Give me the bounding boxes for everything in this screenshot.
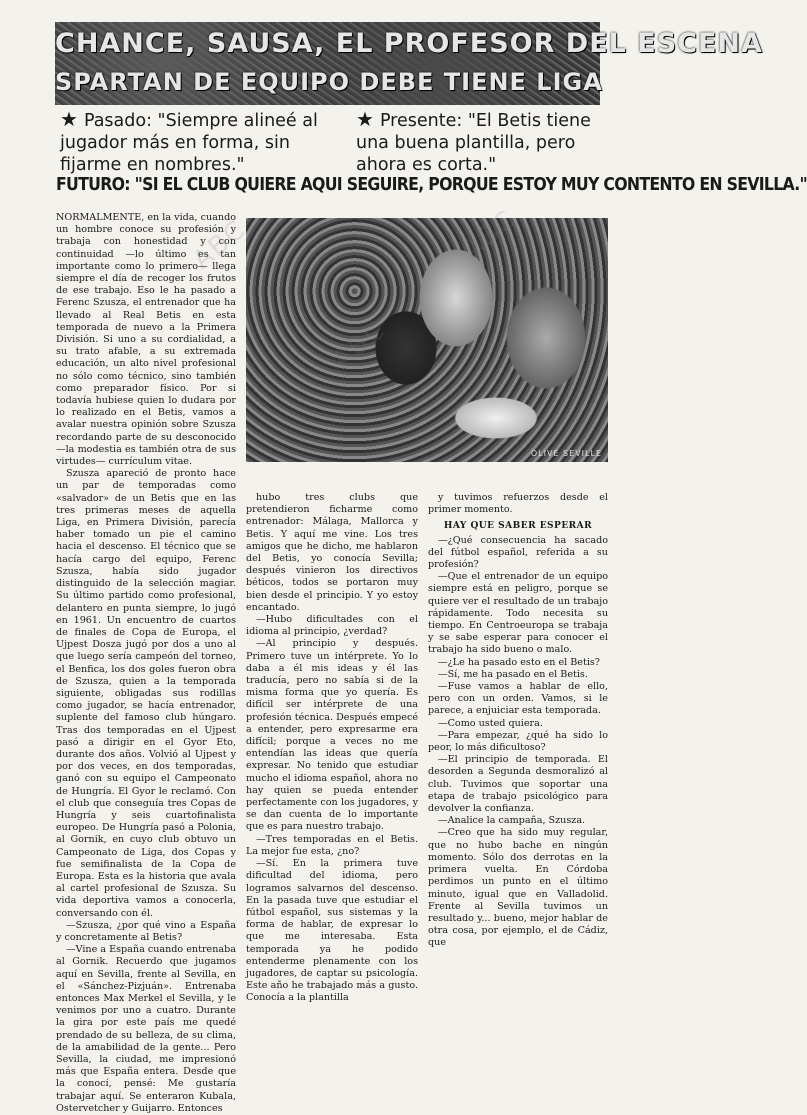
subhead-past [60,108,340,176]
subhead-present-text: Presente: "El Betis tiene una buena plantilla, pero ahora es corta." [356,111,591,175]
article-column-1 [56,212,236,1114]
paragraph: —Como usted quiera. [438,717,543,729]
section-heading: HAY QUE SABER ESPERAR [443,521,593,532]
photo-caption: OLIVE SEVILLE [530,449,602,458]
paragraph: —Analice la campaña, Szusza. [438,815,586,827]
paragraph: NORMALMENTE, en la vida, cuando un hombre conoce su profesión y trabaja con honestidad y con continuidad —lo último es tan importante como lo primero— llega siempre el día de recoger los frutos de ese trabajo. Eso le ha pasado a Ferenc Szusza, el entrenador que ha llevado al Real Betis en esta temporada de nuevo a la Primera División. Si uno a su cordialidad, a su trato afable, a su extremada educación, un alto nivel profesional no sólo como técnico, sino también como preparador físico. Por si todavía hubiese quien lo dudara por lo realizado en el Betis, vamos a avalar nuestra opinión sobre Szusza recordando parte de su desconocido —la modestia es también otra de sus virtudes— currículum vitae. [56,212,236,468]
paragraph: —Que el entrenador de un equipo siempre está en peligro, porque se quiere ver el resultado de un trabajo rápidamente. Todo necesita su tiempo. En Centroeuropa se trabaja y se sabe esperar para conocer el trabajo ha sido bueno o malo. [428,571,608,656]
paragraph: Szusza apareció de pronto hace un par de temporadas como «salvador» de un Betis que en las tres primeras meses de aquella Liga, en Primera División, parecía haber tomado un pie el camino hacia el descenso. El técnico que se hacía cargo del equipo, Ferenc Szusza, había sido jugador distinguido de la selección magiar. Su último partido como profesional, delantero en punta siempre, lo jugó en 1961. Un encuentro de cuartos de finales de Copa de Europa, el Ujpest Dosza jugó por dos a uno al que luego sería campeón del torneo, el Benfica, los dos goles fueron obra de Szusza, quien a la temporada siguiente, obligadas sus rodillas como jugador, se hacía entrenador, suplente del famoso club húngaro. Tras dos temporadas en el Ujpest pasó a dirigir en el Gyor Eto, durante dos años. Volvió al Ujpest y por dos veces, en dos temporadas, ganó con su equipo el Campeonato de Hungría. El Gyor le reclamó. Con el club que conseguía tres Copas de Hungría y seis cuartofinalista europeo. De Hungría pasó a Polonia, al Gornik, en cuyo club obtuvo un Campeonato de Liga, dos Copas y fue semifinalista de la Copa de Europa. Esta es la historia que avala al cartel profesional de Szusza. Su vida deportiva vamos a conocerla, conversando con él. [56,468,236,919]
star-icon: ★ [60,107,78,131]
banner-line-2: SPARTAN DE EQUIPO DEBE TIENE LIGA [55,68,603,96]
star-icon: ★ [356,107,374,131]
paragraph: hubo tres clubs que pretendieron ficharme como entrenador: Málaga, Mallorca y Betis. Y aquí me vine. Los tres amigos que he dicho, me hablaron del Betis, yo conocía Sevilla; después vinieron los directivos béticos, todos se portaron muy bien desde el principio. Y yo estoy encantado. [246,492,418,613]
headline-future: FUTURO: "SI EL CLUB QUIERE AQUI SEGUIRE, PORQUE ESTOY MUY CONTENTO EN SEVILLA." [56,175,807,195]
paragraph: y tuvimos refuerzos desde el primer momento. [428,492,608,516]
paragraph: —Tres temporadas en el Betis. La mejor fue esta, ¿no? [246,833,418,857]
article-column-3 [428,492,608,949]
paragraph: —El principio de temporada. El desorden a Segunda desmoralizó al club. Tuvimos que soportar una etapa de trabajo psicológico para devolver la confianza. [428,754,608,815]
paragraph: —Fuse vamos a hablar de ello, pero con un orden. Vamos, si le parece, a enjuiciar esta temporada. [428,681,608,717]
banner-line-1: CHANCE, SAUSA, EL PROFESOR DEL ESCENA [55,28,763,59]
paragraph: —Hubo dificultades con el idioma al principio, ¿verdad? [246,614,418,638]
watermark: ABC [187,214,253,276]
paragraph: —Szusza, ¿por qué vino a España y concretamente al Betis? [56,919,236,943]
paragraph: —Para empezar, ¿qué ha sido lo peor, lo más dificultoso? [428,729,608,754]
paragraph: —¿Le ha pasado esto en el Betis? [438,656,600,668]
headline-banner [55,22,763,105]
subhead-past-text: Pasado: "Siempre alineé al jugador más en forma, sin fijarme en nombres." [60,111,318,175]
paragraph: —Vine a España cuando entrenaba al Gornik. Recuerdo que jugamos aquí en Sevilla, frente al Sevilla, en el «Sánchez-Pizjuán». Entrenaba entonces Max Merkel el Sevilla, y le venimos por uno a cuatro. Durante la gira por este país me quedé prendado de su belleza, de su clima, de la amabilidad de la gente... Pero Sevilla, la ciudad, me impresionó más que España entera. Desde que la conocí, pensé: Me gustaría trabajar aquí. Se enteraron Kubala, Ostervetcher y Guijarro. Entonces [56,944,236,1114]
article-photo [246,218,608,462]
paragraph: —¿Qué consecuencia ha sacado del fútbol español, referida a su profesión? [428,534,608,571]
paragraph: —Al principio y después. Primero tuve un intérprete. Yo lo daba a él mis ideas y él las traducía, pero no sabía si de la misma forma que yo quería. Es difícil ser intérprete de una profesión técnica. Después empecé a entender, pero expresarme era difícil; porque a veces no me entendían las ideas que quería expresar. No tenido que estudiar mucho el idioma español, ahora no hay quien se pueda entender perfectamente con los jugadores, y se dan cuenta de lo importante que es para nuestro trabajo. [246,638,418,833]
paragraph: —Sí, me ha pasado en el Betis. [438,668,588,680]
paragraph: —Creo que ha sido muy regular, que no hubo bache en ningún momento. Sólo dos derrotas en la primera vuelta. En Córdoba perdimos un punto en el último minuto, igual que en Valladolid. Frente al Sevilla tuvimos un resultado y... bueno, mejor hablar de otra cosa, por ejemplo, el de Cádiz, que [428,827,608,949]
article-column-2 [246,492,418,1004]
paragraph: —Sí. En la primera tuve dificultad del idioma, pero logramos salvarnos del descenso. En la pasada tuve que estudiar el fútbol español, sus sistemas y la forma de hablar, de expresar lo que me interesaba. Esta temporada ya he podido entenderme plenamente con los jugadores, de captar su psicología. Este año he trabajado más a gusto. Conocía a la plantilla [246,858,418,1004]
subhead-present [356,108,606,176]
